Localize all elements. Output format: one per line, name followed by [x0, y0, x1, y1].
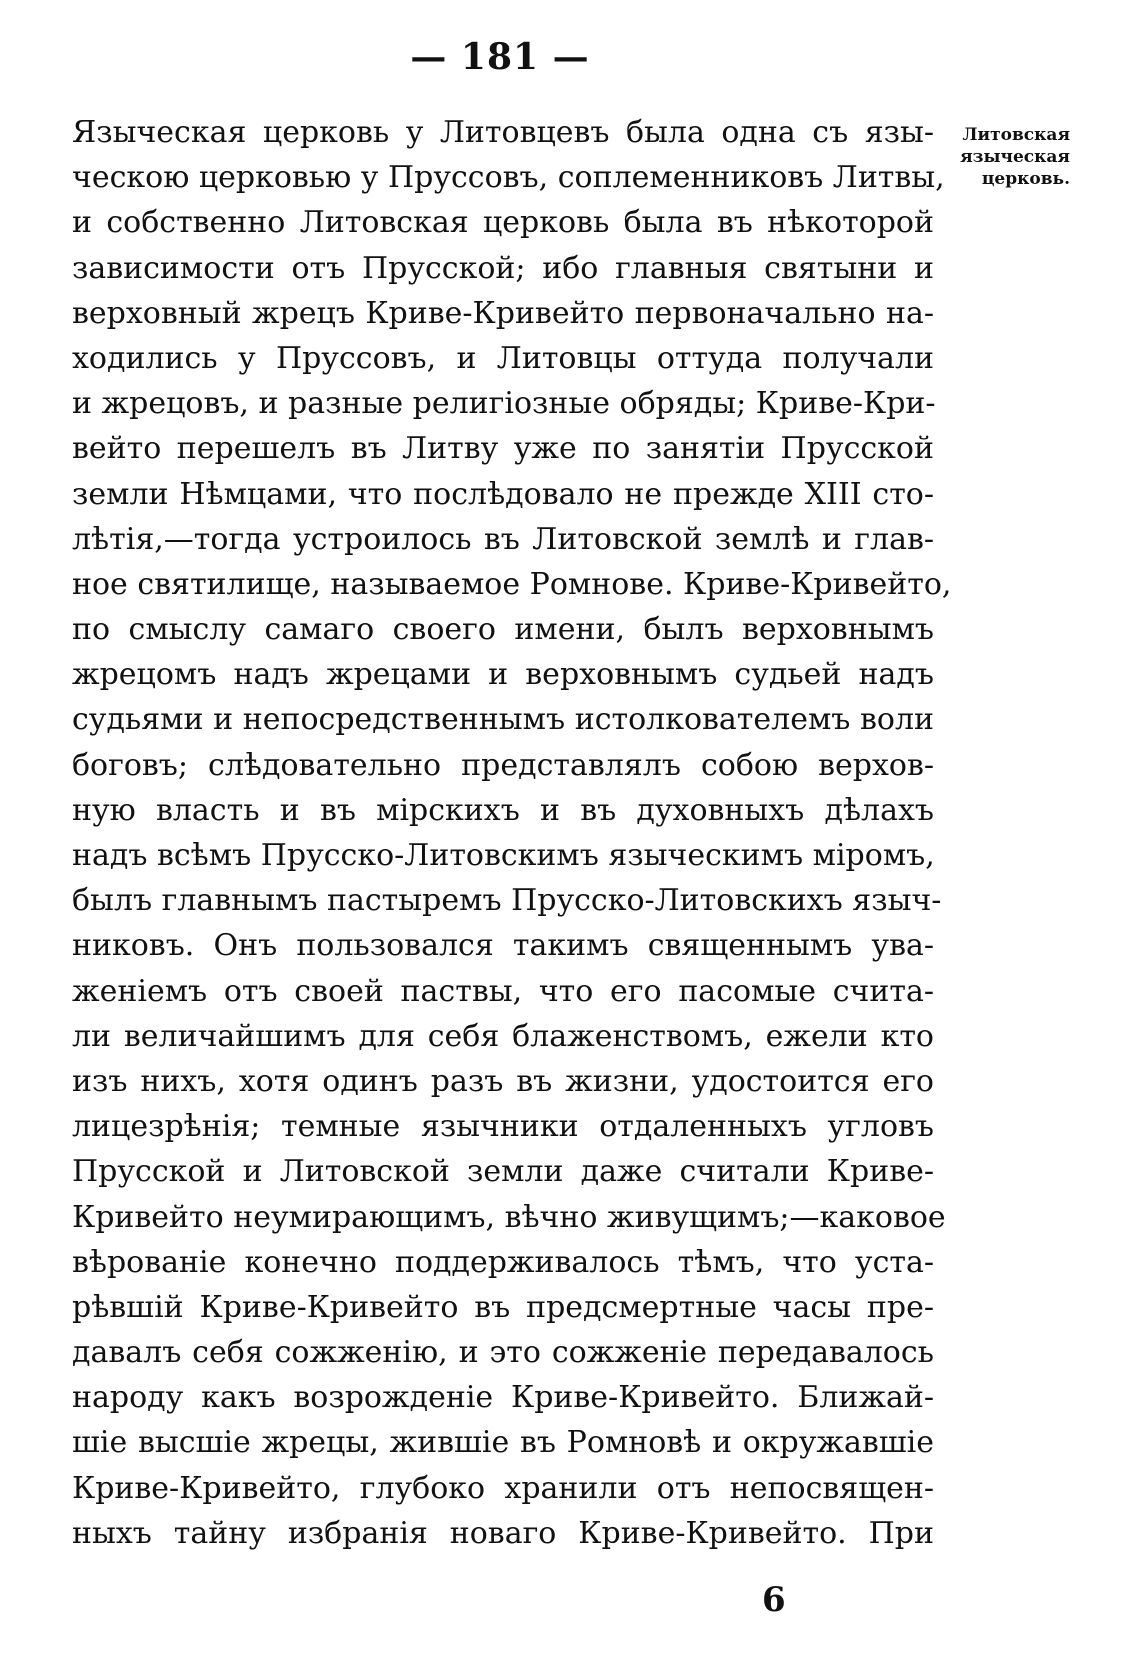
margin-note: [940, 124, 1070, 190]
text-line: шіе высшіе жрецы, жившіе въ Ромновѣ и окружавшіе: [72, 1425, 934, 1461]
text-line: судьями и непосредственнымъ истолкователемъ воли: [72, 702, 934, 738]
text-line: давалъ себя сожженію, и это сожженіе передавалось: [72, 1335, 934, 1371]
text-line: верховный жрецъ Криве-Кривейто первоначально на-: [72, 295, 934, 331]
text-line: вейто перешелъ въ Литву уже по занятіи Прусской: [72, 431, 934, 467]
text-line: Прусской и Литовской земли даже считали Криве-: [72, 1154, 934, 1190]
text-line: былъ главнымъ пастыремъ Прусско-Литовскихъ языч-: [72, 883, 942, 919]
text-line: ную власть и въ мірскихъ и въ духовныхъ дѣлахъ: [72, 792, 934, 828]
margin-note-line: церковь.: [981, 169, 1070, 189]
text-line: лѣтія,—тогда устроилось въ Литовской землѣ и глав-: [72, 521, 934, 557]
page-number: — 181 —: [410, 36, 590, 78]
text-line: изъ нихъ, хотя одинъ разъ въ жизни, удостоится его: [72, 1063, 934, 1099]
text-line: по смыслу самаго своего имени, былъ верховнымъ: [72, 612, 934, 648]
text-line: ли величайшимъ для себя блаженствомъ, ежели кто: [72, 1018, 934, 1054]
text-line: Языческая церковь у Литовцевъ была одна съ язы-: [72, 115, 934, 150]
text-line: рѣвшій Криве-Кривейто въ предсмертные часы пре-: [72, 1289, 934, 1325]
text-line: жрецомъ надъ жрецами и верховнымъ судьей надъ: [72, 657, 934, 693]
text-line: ческою церковью у Пруссовъ, соплеменниковъ Литвы,: [72, 160, 945, 196]
margin-note-line: Литовская: [962, 125, 1070, 145]
text-line: земли Нѣмцами, что послѣдовало не прежде XIII сто-: [72, 476, 934, 512]
text-line: и жрецовъ, и разные религіозные обряды; Криве-Кри-: [72, 386, 936, 422]
text-line: надъ всѣмъ Прусско-Литовскимъ языческимъ міромъ,: [72, 838, 935, 873]
margin-note-line: языческая: [960, 147, 1070, 167]
text-line: ходились у Пруссовъ, и Литовцы оттуда получали: [72, 340, 934, 376]
text-line: никовъ. Онъ пользовался такимъ священнымъ ува-: [72, 928, 934, 964]
text-line: женіемъ отъ своей паствы, что его пасомые счита-: [72, 973, 934, 1009]
text-line: боговъ; слѣдовательно представлялъ собою верхов-: [72, 747, 934, 783]
text-line: Криве-Кривейто, глубоко хранили отъ непосвящен-: [72, 1470, 934, 1506]
text-line: лицезрѣнія; темные язычники отдаленныхъ угловъ: [72, 1109, 934, 1145]
signature-mark: 6: [762, 1580, 786, 1620]
text-line: Кривейто неумирающимъ, вѣчно живущимъ;—каковое: [72, 1199, 946, 1235]
text-line: вѣрованіе конечно поддерживалось тѣмъ, что уста-: [72, 1244, 934, 1280]
text-line: народу какъ возрожденіе Криве-Кривейто. Ближай-: [72, 1380, 934, 1416]
text-line: и собственно Литовская церковь была въ нѣкоторой: [72, 205, 934, 241]
text-line: ныхъ тайну избранія новаго Криве-Кривейто. При: [72, 1515, 934, 1551]
text-line: зависимости отъ Прусской; ибо главныя святыни и: [72, 250, 934, 286]
text-line: ное святилище, называемое Ромнове. Криве-Кривейто,: [72, 566, 952, 602]
body-text: [72, 110, 952, 1556]
